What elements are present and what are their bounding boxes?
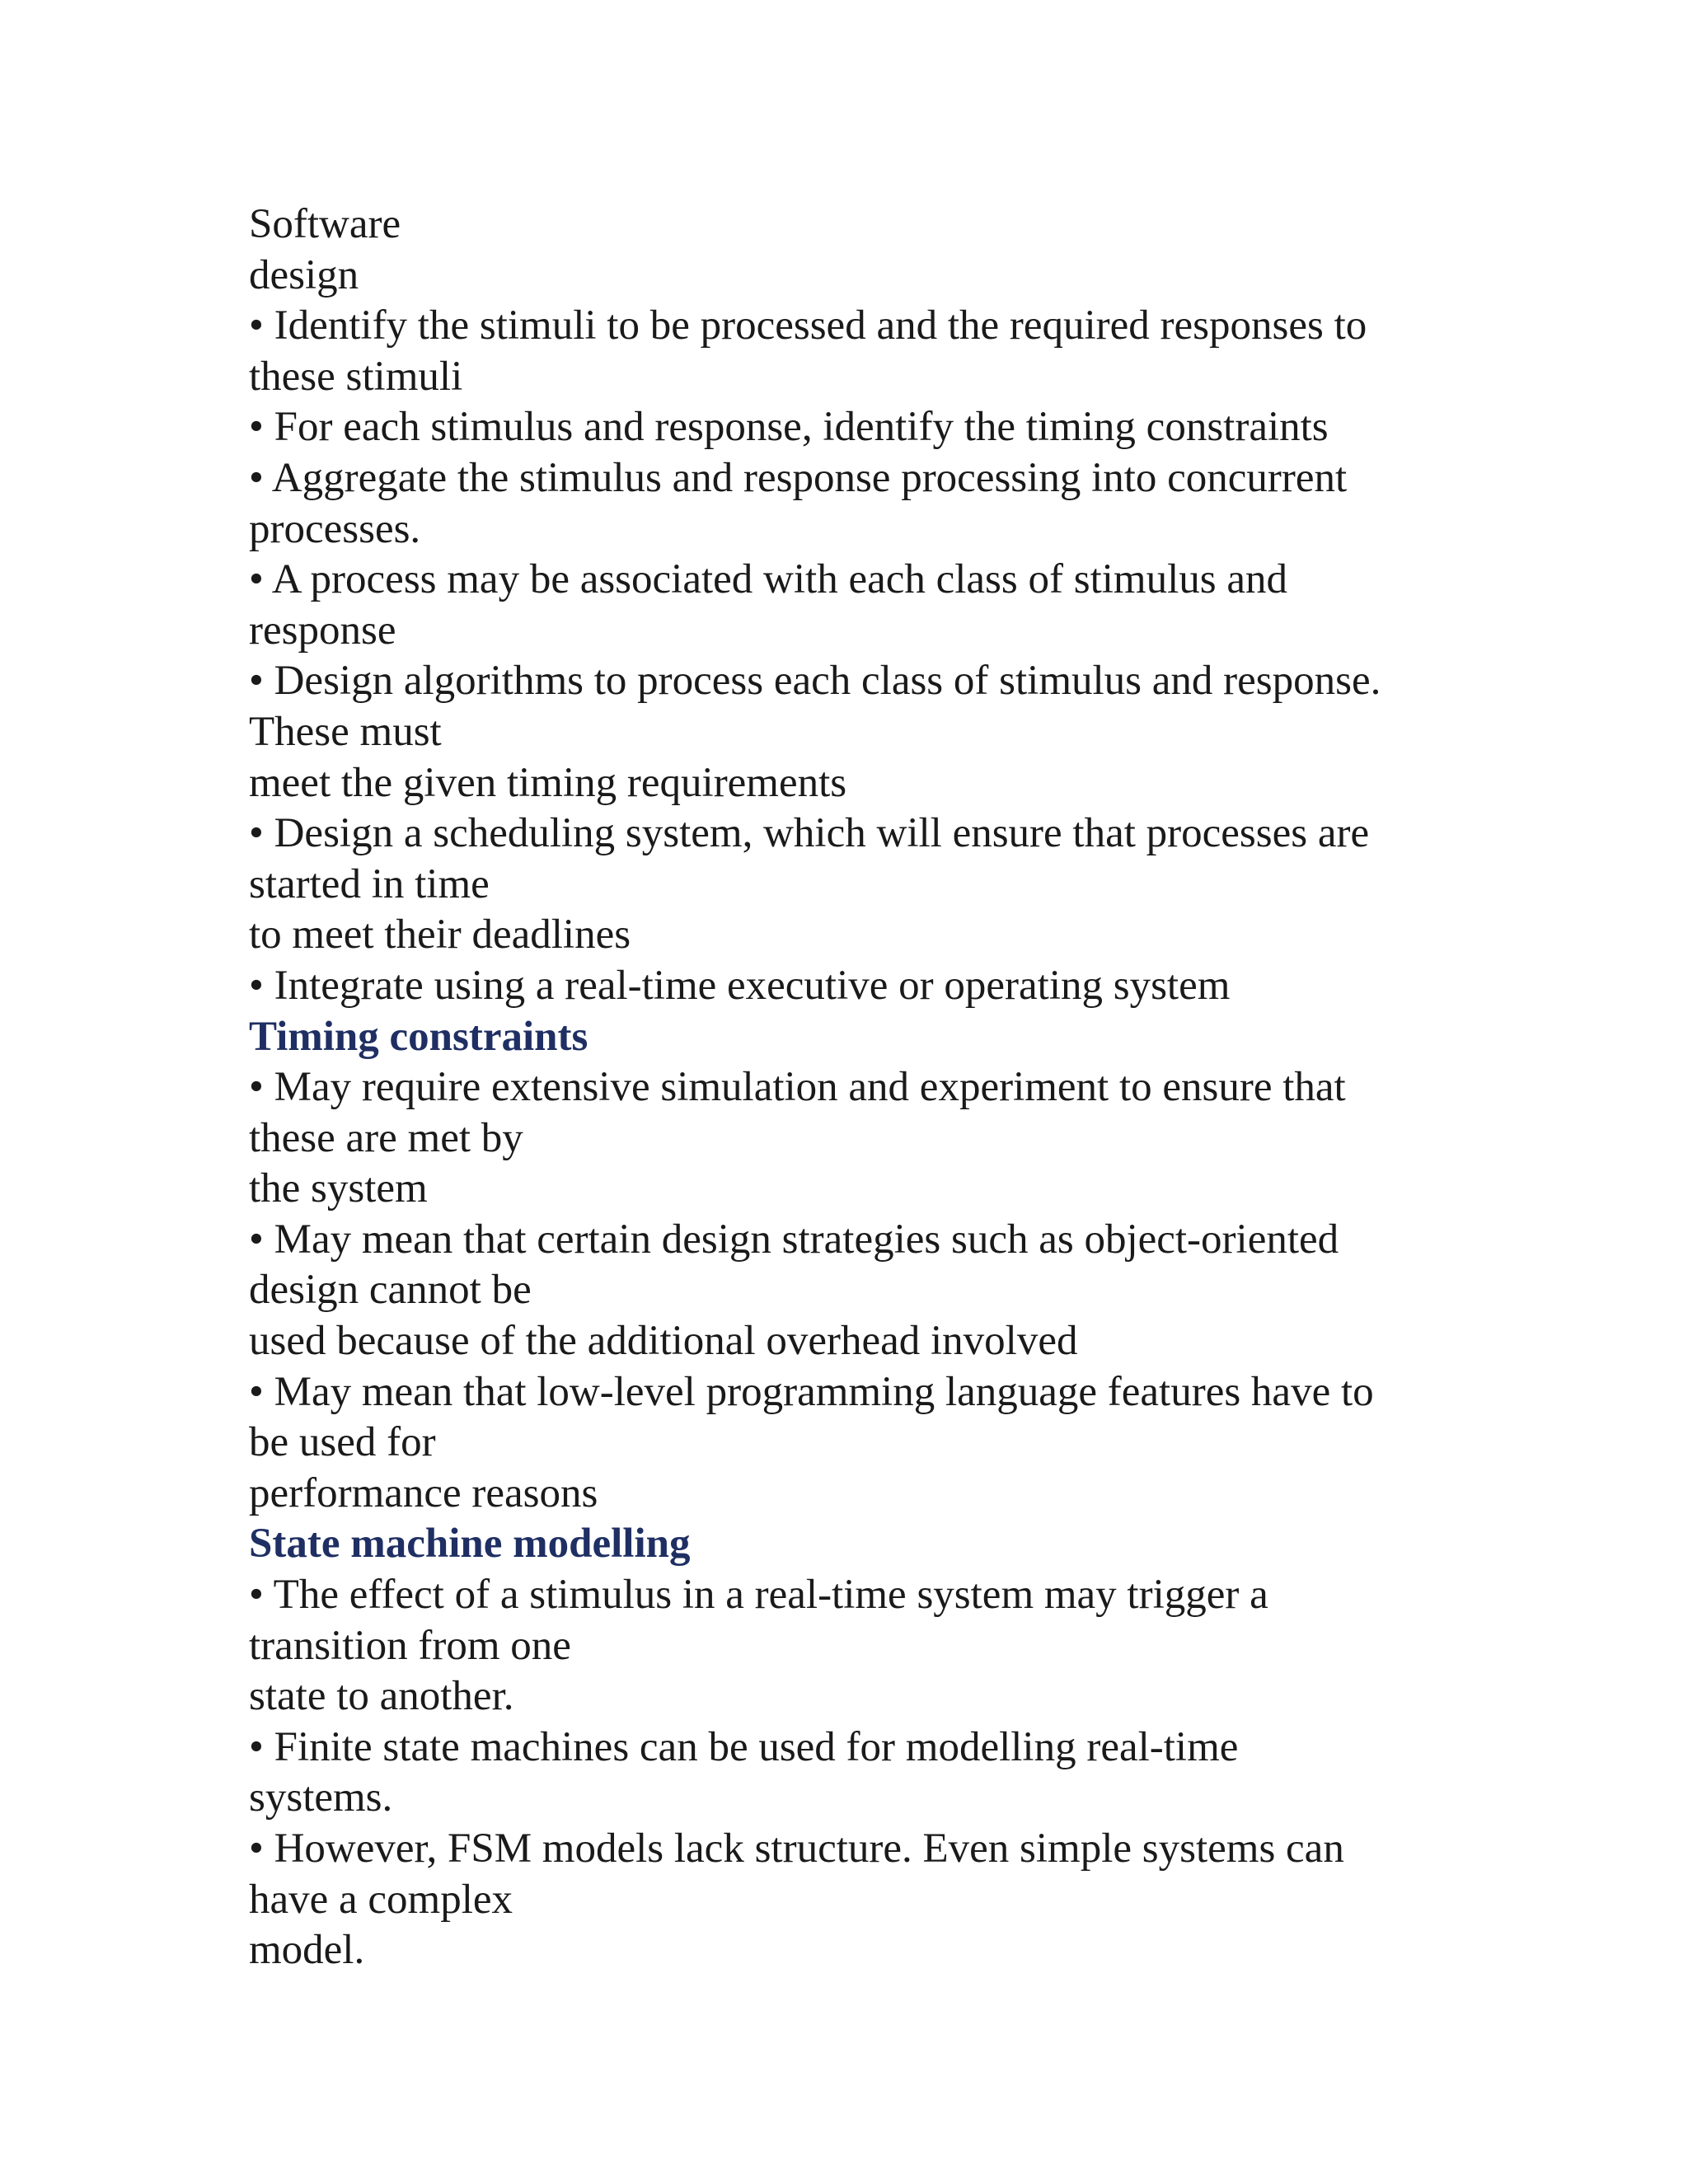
document-body: [249, 199, 1485, 1976]
text-line: systems.: [249, 1774, 393, 1821]
text-line: • However, FSM models lack structure. Even simple systems can: [249, 1825, 1344, 1872]
text-line: design cannot be: [249, 1267, 532, 1314]
text-line: the system: [249, 1165, 428, 1212]
text-line: • Identify the stimuli to be processed and the required responses to: [249, 302, 1367, 349]
text-line: • For each stimulus and response, identify the timing constraints: [249, 404, 1329, 451]
text-line: these are met by: [249, 1114, 523, 1161]
text-line: • Integrate using a real-time executive or operating system: [249, 962, 1231, 1009]
text-line: • Design algorithms to process each class of stimulus and response.: [249, 658, 1381, 705]
text-line: started in time: [249, 860, 490, 907]
text-line: Software: [249, 201, 401, 247]
text-line: design: [249, 251, 359, 298]
text-line: to meet their deadlines: [249, 912, 631, 958]
text-line: • May mean that certain design strategies such as object-oriented: [249, 1216, 1339, 1263]
section-heading: Timing constraints: [249, 1013, 588, 1060]
text-line: • Aggregate the stimulus and response processing into concurrent: [249, 454, 1348, 501]
text-line: processes.: [249, 505, 421, 552]
text-line: transition from one: [249, 1622, 571, 1669]
section-heading: State machine modelling: [249, 1521, 691, 1568]
text-line: • A process may be associated with each class of stimulus and: [249, 556, 1287, 603]
text-line: model.: [249, 1927, 365, 1974]
text-line: these stimuli: [249, 353, 463, 400]
text-line: • Finite state machines can be used for modelling real-time: [249, 1723, 1239, 1770]
text-line: performance reasons: [249, 1469, 598, 1516]
text-line: have a complex: [249, 1876, 513, 1923]
text-line: • The effect of a stimulus in a real-time system may trigger a: [249, 1572, 1268, 1619]
text-line: • May require extensive simulation and experiment to ensure that: [249, 1064, 1346, 1111]
text-line: • Design a scheduling system, which will ensure that processes are: [249, 810, 1370, 857]
text-line: • May mean that low-level programming language features have to: [249, 1368, 1374, 1415]
text-line: state to another.: [249, 1673, 514, 1720]
text-line: be used for: [249, 1419, 436, 1466]
text-line: used because of the additional overhead involved: [249, 1318, 1078, 1365]
text-line: response: [249, 607, 396, 654]
text-line: meet the given timing requirements: [249, 759, 847, 806]
text-line: These must: [249, 708, 442, 755]
